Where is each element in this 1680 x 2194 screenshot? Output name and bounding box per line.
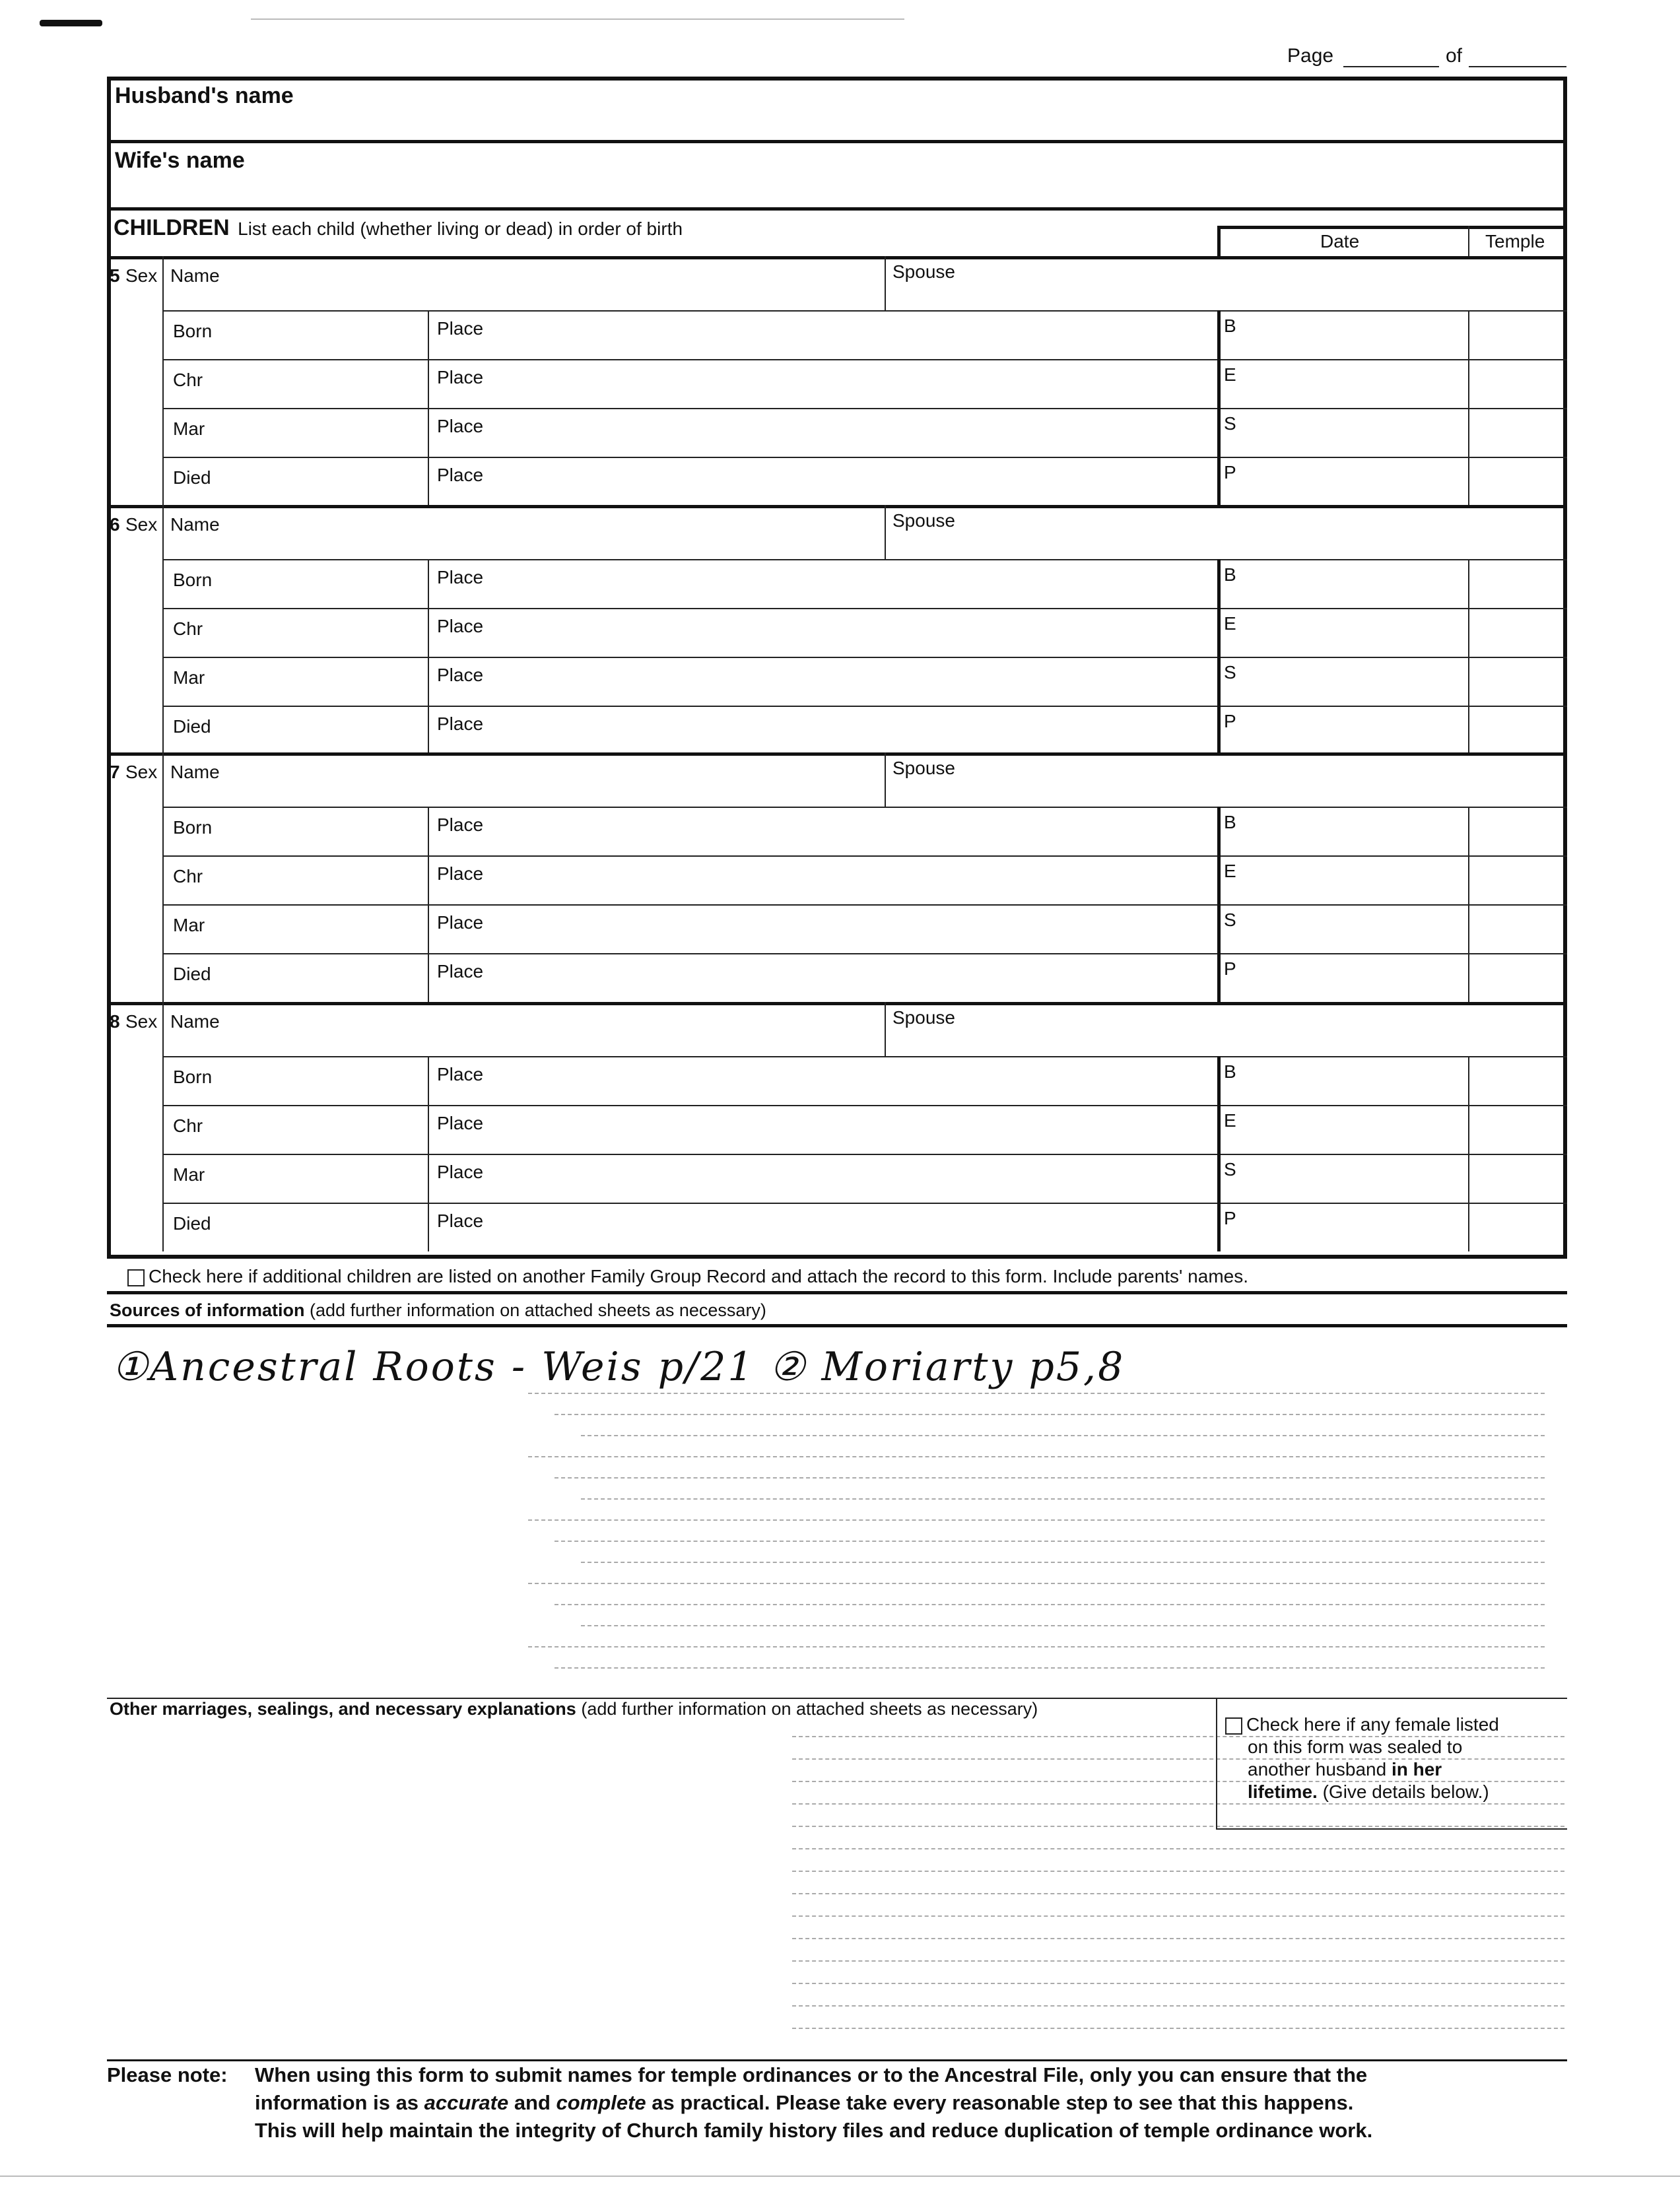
event-label: Born	[173, 1067, 213, 1087]
ordinance-temple-field[interactable]	[1471, 459, 1563, 503]
ordinance-date-field[interactable]	[1220, 1156, 1465, 1200]
place-label: Place	[437, 714, 484, 734]
event-row-rule	[162, 706, 1567, 707]
ordinance-temple-field[interactable]	[1471, 907, 1563, 950]
event-row-rule	[162, 608, 1567, 609]
faint-line	[581, 1435, 1545, 1436]
ordinance-date-field[interactable]	[1220, 1059, 1465, 1102]
date-column-divider	[1217, 310, 1221, 506]
ordinance-date-field[interactable]	[1220, 1205, 1465, 1249]
ordinance-date-field[interactable]	[1220, 1108, 1465, 1151]
event-place-field[interactable]	[430, 907, 1215, 950]
child-name-label: Name	[170, 762, 220, 782]
event-label: Died	[173, 1213, 211, 1234]
event-place-field[interactable]	[430, 1205, 1215, 1249]
faint-line	[554, 1477, 1545, 1479]
place-label: Place	[437, 616, 484, 636]
please-note-line-3: This will help maintain the integrity of Church family history files and reduce duplication of temple ordinance work.	[255, 2119, 1373, 2142]
temple-column-header: Temple	[1485, 231, 1545, 251]
ordinance-letter: S	[1224, 413, 1236, 434]
event-place-field[interactable]	[430, 313, 1215, 356]
ordinance-letter: P	[1224, 1208, 1236, 1228]
event-label: Chr	[173, 370, 203, 390]
child-spouse-label: Spouse	[892, 510, 955, 531]
place-label: Place	[437, 567, 484, 587]
child-sex-field[interactable]	[107, 752, 162, 807]
scan-edge-line	[251, 18, 904, 20]
event-date-field[interactable]	[165, 1108, 425, 1151]
child-spouse-label: Spouse	[892, 758, 955, 778]
event-row-rule	[162, 953, 1567, 954]
children-subtitle: List each child (whether living or dead) in order of birth	[238, 218, 683, 239]
date-header-top	[1217, 226, 1567, 229]
event-place-field[interactable]	[430, 809, 1215, 853]
event-date-field[interactable]	[165, 362, 425, 405]
child-number: 6	[110, 514, 120, 535]
temple-column-divider	[1468, 1056, 1469, 1251]
children-title: CHILDREN	[114, 215, 230, 240]
ordinance-letter: E	[1224, 1110, 1236, 1131]
other-marriages-box-bottom	[1216, 1828, 1567, 1830]
child-name-label: Name	[170, 1011, 220, 1032]
page-of-label: of	[1446, 45, 1463, 67]
place-column-divider	[428, 559, 429, 754]
child-name-field[interactable]	[165, 1005, 882, 1053]
faint-line	[581, 1625, 1545, 1626]
ordinance-temple-field[interactable]	[1471, 313, 1563, 356]
please-note-top-rule	[107, 2059, 1567, 2061]
other-marriages-field[interactable]	[110, 1724, 1212, 2067]
place-label: Place	[437, 367, 484, 387]
event-label: Born	[173, 817, 213, 838]
event-date-field[interactable]	[165, 611, 425, 654]
child-spouse-divider	[885, 256, 886, 310]
sources-subtitle: (add further information on attached sheets as necessary)	[310, 1300, 766, 1320]
child-sex-divider	[162, 752, 164, 1002]
event-label: Died	[173, 716, 211, 737]
child-sex-divider	[162, 1002, 164, 1251]
event-place-field[interactable]	[430, 459, 1215, 503]
date-column-divider	[1217, 559, 1221, 754]
faint-line	[528, 1583, 1545, 1584]
temple-column-divider	[1468, 807, 1469, 1002]
wife-children-divider	[107, 207, 1567, 211]
ordinance-date-field[interactable]	[1220, 459, 1465, 503]
sources-title: Sources of information	[110, 1300, 305, 1320]
child-spouse-field[interactable]	[887, 755, 1563, 804]
ordinance-date-field[interactable]	[1220, 313, 1465, 356]
ordinance-letter: S	[1224, 910, 1236, 930]
place-label: Place	[437, 814, 484, 835]
event-date-field[interactable]	[165, 411, 425, 454]
ordinance-date-field[interactable]	[1220, 708, 1465, 752]
ordinance-letter: B	[1224, 812, 1236, 832]
child-name-label: Name	[170, 265, 220, 286]
other-marriages-heading	[110, 1699, 1038, 1719]
place-label: Place	[437, 465, 484, 485]
event-row-rule	[162, 904, 1567, 906]
child-sex-field[interactable]	[107, 1002, 162, 1056]
place-label: Place	[437, 863, 484, 884]
event-place-field[interactable]	[430, 411, 1215, 454]
other-marriages-subtitle: (add further information on attached sheets as necessary)	[581, 1699, 1038, 1719]
event-label: Chr	[173, 618, 203, 639]
temple-column-divider	[1468, 559, 1469, 754]
event-row-rule	[162, 310, 1567, 312]
event-place-field[interactable]	[430, 362, 1215, 405]
faint-line	[554, 1541, 1545, 1542]
husband-name-label: Husband's name	[115, 83, 294, 108]
event-date-field[interactable]	[165, 1059, 425, 1102]
event-label: Born	[173, 570, 213, 590]
ordinance-letter: B	[1224, 1061, 1236, 1082]
ordinance-temple-field[interactable]	[1471, 562, 1563, 605]
wife-name-label: Wife's name	[115, 148, 245, 173]
child-sex-divider	[162, 256, 164, 506]
child-spouse-field[interactable]	[887, 1005, 1563, 1053]
event-place-field[interactable]	[430, 611, 1215, 654]
event-label: Died	[173, 467, 211, 488]
event-label: Chr	[173, 1115, 203, 1136]
place-label: Place	[437, 961, 484, 981]
temple-header-divider	[1468, 226, 1469, 256]
ordinance-temple-field[interactable]	[1471, 1205, 1563, 1249]
child-name-field[interactable]	[165, 755, 882, 804]
child-number: 5	[110, 265, 120, 286]
ordinance-date-field[interactable]	[1220, 611, 1465, 654]
child-number: 7	[110, 762, 120, 782]
female-sealing-note: Check here if any female listed on this form was sealed to another husband in her lifetime. (Give details below.)	[1225, 1713, 1499, 1803]
event-row-rule	[162, 359, 1567, 360]
page-number-field[interactable]	[1343, 66, 1439, 67]
ordinance-letter: P	[1224, 958, 1236, 979]
event-place-field[interactable]	[430, 1156, 1215, 1200]
event-row-rule	[162, 807, 1567, 808]
event-place-field[interactable]	[430, 659, 1215, 703]
child-sex-divider	[162, 505, 164, 754]
faint-line	[528, 1393, 1545, 1394]
ordinance-letter: P	[1224, 711, 1236, 731]
ordinance-letter: E	[1224, 364, 1236, 385]
ordinance-date-field[interactable]	[1220, 907, 1465, 950]
faint-line	[528, 1519, 1545, 1521]
event-place-field[interactable]	[430, 1108, 1215, 1151]
sources-handwritten-entry: ①Ancestral Roots - Weis p/21 ② Moriarty p5,8	[112, 1344, 1126, 1390]
ordinance-letter: B	[1224, 564, 1236, 585]
child-spouse-label: Spouse	[892, 261, 955, 282]
event-date-field[interactable]	[165, 562, 425, 605]
date-column-divider	[1217, 807, 1221, 1002]
sources-bottom-rule	[107, 1324, 1567, 1327]
child-spouse-field[interactable]	[887, 508, 1563, 556]
ordinance-date-field[interactable]	[1220, 562, 1465, 605]
event-place-field[interactable]	[430, 708, 1215, 752]
event-date-field[interactable]	[165, 313, 425, 356]
ordinance-date-field[interactable]	[1220, 362, 1465, 405]
place-label: Place	[437, 416, 484, 436]
ordinance-date-field[interactable]	[1220, 659, 1465, 703]
please-note-line-2: information is as accurate and complete as practical. Please take every reasonable step to see that this happens.	[255, 2091, 1354, 2114]
event-row-rule	[162, 559, 1567, 560]
place-label: Place	[437, 665, 484, 685]
event-date-field[interactable]	[165, 858, 425, 902]
event-row-rule	[162, 1203, 1567, 1204]
event-label: Mar	[173, 418, 205, 439]
event-date-field[interactable]	[165, 907, 425, 950]
child-spouse-divider	[885, 1002, 886, 1056]
ordinance-date-field[interactable]	[1220, 858, 1465, 902]
event-date-field[interactable]	[165, 459, 425, 503]
event-label: Born	[173, 321, 213, 341]
event-date-field[interactable]	[165, 1156, 425, 1200]
event-row-rule	[162, 1056, 1567, 1057]
child-sex-label: Sex	[125, 762, 158, 782]
faint-line	[554, 1667, 1545, 1669]
ordinance-temple-field[interactable]	[1471, 659, 1563, 703]
event-date-field[interactable]	[165, 1205, 425, 1249]
event-row-rule	[162, 408, 1567, 409]
event-date-field[interactable]	[165, 956, 425, 999]
scan-mark	[40, 20, 102, 26]
place-column-divider	[428, 310, 429, 506]
event-place-field[interactable]	[430, 956, 1215, 999]
ordinance-temple-field[interactable]	[1471, 1108, 1563, 1151]
ordinance-date-field[interactable]	[1220, 411, 1465, 454]
event-date-field[interactable]	[165, 659, 425, 703]
place-label: Place	[437, 912, 484, 933]
additional-children-text: Check here if additional children are listed on another Family Group Record and attach the record to this form. Include parents' names.	[149, 1266, 1248, 1286]
date-column-header: Date	[1320, 231, 1360, 251]
please-note-line-1: When using this form to submit names for temple ordinances or to the Ancestral File, only you can ensure that the	[255, 2063, 1368, 2086]
event-label: Mar	[173, 915, 205, 935]
child-sex-field[interactable]	[107, 505, 162, 559]
ordinance-temple-field[interactable]	[1471, 1156, 1563, 1200]
event-row-rule	[162, 457, 1567, 458]
faint-line	[528, 1646, 1545, 1647]
place-label: Place	[437, 318, 484, 339]
child-name-field[interactable]	[165, 508, 882, 556]
ordinance-letter: S	[1224, 662, 1236, 682]
child-spouse-divider	[885, 505, 886, 559]
faint-line	[581, 1498, 1545, 1500]
additional-children-note	[127, 1266, 1248, 1287]
other-marriages-title: Other marriages, sealings, and necessary explanations	[110, 1699, 576, 1719]
sources-heading	[110, 1300, 766, 1321]
child-name-field[interactable]	[165, 259, 882, 308]
event-date-field[interactable]	[165, 708, 425, 752]
place-label: Place	[437, 1211, 484, 1231]
other-marriages-box-divider	[1216, 1698, 1217, 1830]
ordinance-temple-field[interactable]	[1471, 611, 1563, 654]
husband-wife-divider	[107, 140, 1567, 143]
place-label: Place	[437, 1162, 484, 1182]
ordinance-temple-field[interactable]	[1471, 411, 1563, 454]
child-sex-field[interactable]	[107, 256, 162, 310]
event-label: Mar	[173, 667, 205, 688]
ordinance-temple-field[interactable]	[1471, 809, 1563, 853]
event-row-rule	[162, 1154, 1567, 1155]
child-sex-label: Sex	[125, 1011, 158, 1032]
event-place-field[interactable]	[430, 562, 1215, 605]
scan-bottom-edge	[0, 2176, 1680, 2177]
faint-line	[581, 1562, 1545, 1563]
event-label: Chr	[173, 866, 203, 886]
sources-top-rule	[107, 1291, 1567, 1294]
ordinance-letter: E	[1224, 861, 1236, 881]
place-label: Place	[437, 1113, 484, 1133]
temple-column-divider	[1468, 310, 1469, 506]
event-row-rule	[162, 855, 1567, 857]
ordinance-letter: P	[1224, 462, 1236, 482]
event-row-rule	[162, 1105, 1567, 1106]
husband-name-field[interactable]	[111, 81, 1563, 139]
ordinance-temple-field[interactable]	[1471, 956, 1563, 999]
ordinance-temple-field[interactable]	[1471, 1059, 1563, 1102]
female-sealing-checkbox[interactable]	[1225, 1717, 1242, 1735]
additional-children-checkbox[interactable]	[127, 1269, 145, 1286]
child-spouse-label: Spouse	[892, 1007, 955, 1028]
child-sex-label: Sex	[125, 265, 158, 286]
event-place-field[interactable]	[430, 858, 1215, 902]
event-label: Mar	[173, 1164, 205, 1185]
place-column-divider	[428, 807, 429, 1002]
child-number: 8	[110, 1011, 120, 1032]
child-spouse-field[interactable]	[887, 259, 1563, 308]
ordinance-letter: S	[1224, 1159, 1236, 1180]
place-label: Place	[437, 1064, 484, 1084]
wife-name-field[interactable]	[111, 144, 1563, 206]
ordinance-temple-field[interactable]	[1471, 858, 1563, 902]
children-heading	[114, 215, 683, 241]
event-date-field[interactable]	[165, 809, 425, 853]
ordinance-temple-field[interactable]	[1471, 362, 1563, 405]
ordinance-date-field[interactable]	[1220, 809, 1465, 853]
ordinance-date-field[interactable]	[1220, 956, 1465, 999]
event-place-field[interactable]	[430, 1059, 1215, 1102]
please-note-label: Please note:	[107, 2063, 228, 2086]
faint-line	[528, 1456, 1545, 1457]
faint-line	[554, 1414, 1545, 1415]
place-column-divider	[428, 1056, 429, 1251]
page-number-label: Page	[1287, 45, 1334, 67]
ordinance-temple-field[interactable]	[1471, 708, 1563, 752]
date-column-left-border	[1217, 226, 1221, 256]
date-column-divider	[1217, 1056, 1221, 1251]
ordinance-letter: E	[1224, 613, 1236, 634]
child-sex-label: Sex	[125, 514, 158, 535]
faint-line	[554, 1604, 1545, 1605]
ordinance-letter: B	[1224, 316, 1236, 336]
event-label: Died	[173, 964, 211, 984]
page-total-field[interactable]	[1469, 66, 1566, 67]
child-name-label: Name	[170, 514, 220, 535]
child-spouse-divider	[885, 752, 886, 807]
event-row-rule	[162, 657, 1567, 658]
